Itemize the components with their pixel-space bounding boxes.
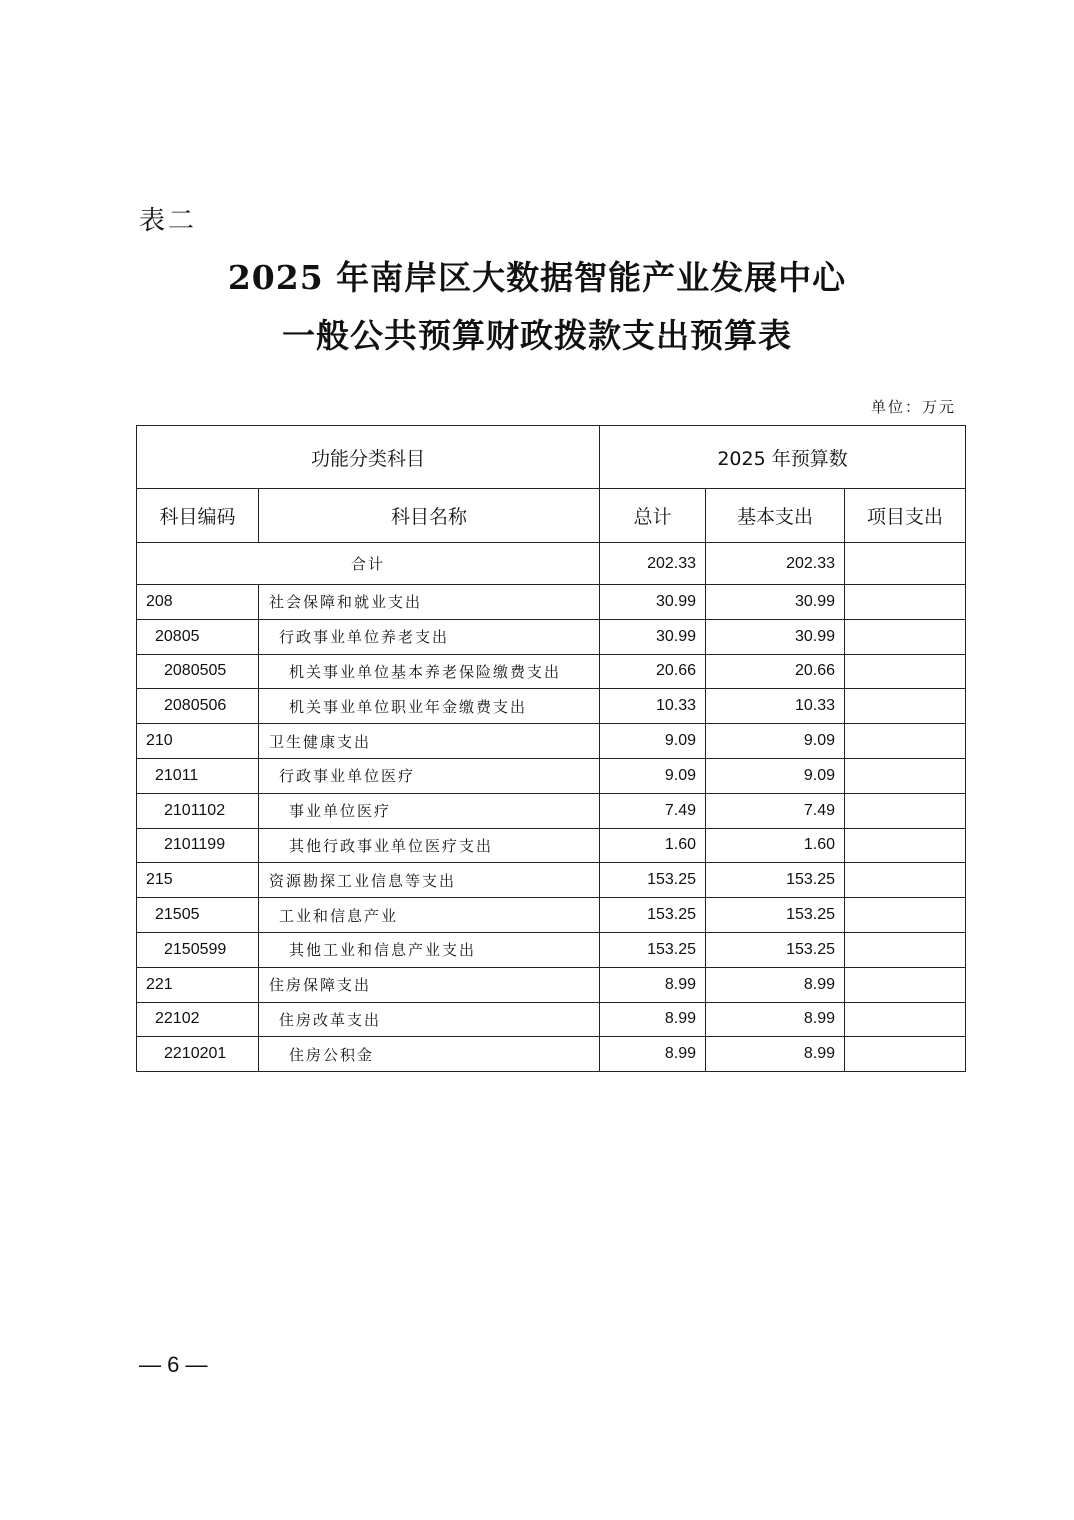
row-total-value: 9.09	[600, 724, 706, 759]
table-row	[137, 932, 966, 967]
row-project-value	[845, 619, 966, 654]
budget-table	[136, 425, 966, 1072]
row-subject-name: 其他行政事业单位医疗支出	[259, 828, 600, 863]
header-budget-2025: 2025 年预算数	[600, 426, 966, 489]
total-project-value	[845, 543, 966, 585]
row-total-value: 10.33	[600, 689, 706, 724]
table-row	[137, 898, 966, 933]
row-basic-value: 9.09	[706, 758, 845, 793]
header-total: 总计	[600, 489, 706, 543]
unit-label: 单位：万元	[870, 398, 956, 416]
header-project-expenditure: 项目支出	[845, 489, 966, 543]
row-subject-name: 住房公积金	[259, 1037, 600, 1072]
row-subject-code: 20805	[137, 619, 259, 654]
page-title-line-1: 2025 年南岸区大数据智能产业发展中心	[227, 258, 847, 297]
row-total-value: 8.99	[600, 967, 706, 1002]
row-total-value: 30.99	[600, 585, 706, 620]
table-body	[137, 543, 966, 1072]
row-subject-name: 机关事业单位职业年金缴费支出	[259, 689, 600, 724]
row-subject-code: 2101102	[137, 793, 259, 828]
row-total-value: 8.99	[600, 1037, 706, 1072]
row-subject-name: 住房保障支出	[259, 967, 600, 1002]
row-subject-code: 221	[137, 967, 259, 1002]
table-row	[137, 689, 966, 724]
row-basic-value: 30.99	[706, 619, 845, 654]
row-basic-value: 10.33	[706, 689, 845, 724]
table-row	[137, 1002, 966, 1037]
row-total-value: 1.60	[600, 828, 706, 863]
row-subject-name: 社会保障和就业支出	[259, 585, 600, 620]
row-basic-value: 1.60	[706, 828, 845, 863]
row-subject-name: 事业单位医疗	[259, 793, 600, 828]
table-row	[137, 758, 966, 793]
row-subject-name: 住房改革支出	[259, 1002, 600, 1037]
row-project-value	[845, 793, 966, 828]
row-basic-value: 7.49	[706, 793, 845, 828]
row-total-value: 30.99	[600, 619, 706, 654]
page-title-line-2: 一般公共预算财政拨款支出预算表	[282, 316, 792, 355]
table-row	[137, 863, 966, 898]
table-label: 表二	[139, 206, 198, 236]
row-subject-code: 21505	[137, 898, 259, 933]
row-basic-value: 30.99	[706, 585, 845, 620]
row-project-value	[845, 724, 966, 759]
table-row	[137, 1037, 966, 1072]
row-subject-code: 215	[137, 863, 259, 898]
table-row	[137, 654, 966, 689]
row-subject-code: 2080506	[137, 689, 259, 724]
row-subject-code: 2210201	[137, 1037, 259, 1072]
row-total-value: 153.25	[600, 932, 706, 967]
row-project-value	[845, 1037, 966, 1072]
header-function-category: 功能分类科目	[137, 426, 600, 489]
row-total-value: 9.09	[600, 758, 706, 793]
table-row	[137, 724, 966, 759]
row-subject-code: 208	[137, 585, 259, 620]
row-project-value	[845, 1002, 966, 1037]
row-subject-code: 22102	[137, 1002, 259, 1037]
total-basic-value: 202.33	[706, 543, 845, 585]
row-basic-value: 153.25	[706, 898, 845, 933]
row-total-value: 7.49	[600, 793, 706, 828]
row-subject-code: 210	[137, 724, 259, 759]
row-total-value: 153.25	[600, 863, 706, 898]
table-header-column-row	[137, 489, 966, 543]
row-subject-name: 行政事业单位医疗	[259, 758, 600, 793]
row-total-value: 20.66	[600, 654, 706, 689]
row-basic-value: 9.09	[706, 724, 845, 759]
header-subject-code: 科目编码	[137, 489, 259, 543]
table-row	[137, 585, 966, 620]
row-subject-name: 机关事业单位基本养老保险缴费支出	[259, 654, 600, 689]
row-subject-code: 21011	[137, 758, 259, 793]
row-basic-value: 8.99	[706, 967, 845, 1002]
table-row	[137, 793, 966, 828]
row-basic-value: 8.99	[706, 1037, 845, 1072]
row-project-value	[845, 585, 966, 620]
row-total-value: 8.99	[600, 1002, 706, 1037]
table-row	[137, 967, 966, 1002]
row-subject-code: 2150599	[137, 932, 259, 967]
row-subject-name: 其他工业和信息产业支出	[259, 932, 600, 967]
row-project-value	[845, 967, 966, 1002]
row-project-value	[845, 689, 966, 724]
total-label: 合计	[137, 543, 600, 585]
page-number: — 6 —	[139, 1352, 208, 1377]
row-project-value	[845, 932, 966, 967]
row-basic-value: 153.25	[706, 932, 845, 967]
table-row	[137, 828, 966, 863]
row-project-value	[845, 758, 966, 793]
total-row	[137, 543, 966, 585]
row-subject-name: 资源勘探工业信息等支出	[259, 863, 600, 898]
row-project-value	[845, 898, 966, 933]
row-project-value	[845, 828, 966, 863]
table-header-group-row	[137, 426, 966, 489]
header-subject-name: 科目名称	[259, 489, 600, 543]
row-subject-name: 工业和信息产业	[259, 898, 600, 933]
row-subject-code: 2101199	[137, 828, 259, 863]
row-project-value	[845, 863, 966, 898]
row-basic-value: 8.99	[706, 1002, 845, 1037]
row-subject-name: 行政事业单位养老支出	[259, 619, 600, 654]
row-basic-value: 153.25	[706, 863, 845, 898]
table-row	[137, 619, 966, 654]
row-total-value: 153.25	[600, 898, 706, 933]
row-subject-code: 2080505	[137, 654, 259, 689]
total-total-value: 202.33	[600, 543, 706, 585]
row-project-value	[845, 654, 966, 689]
header-basic-expenditure: 基本支出	[706, 489, 845, 543]
row-subject-name: 卫生健康支出	[259, 724, 600, 759]
row-basic-value: 20.66	[706, 654, 845, 689]
